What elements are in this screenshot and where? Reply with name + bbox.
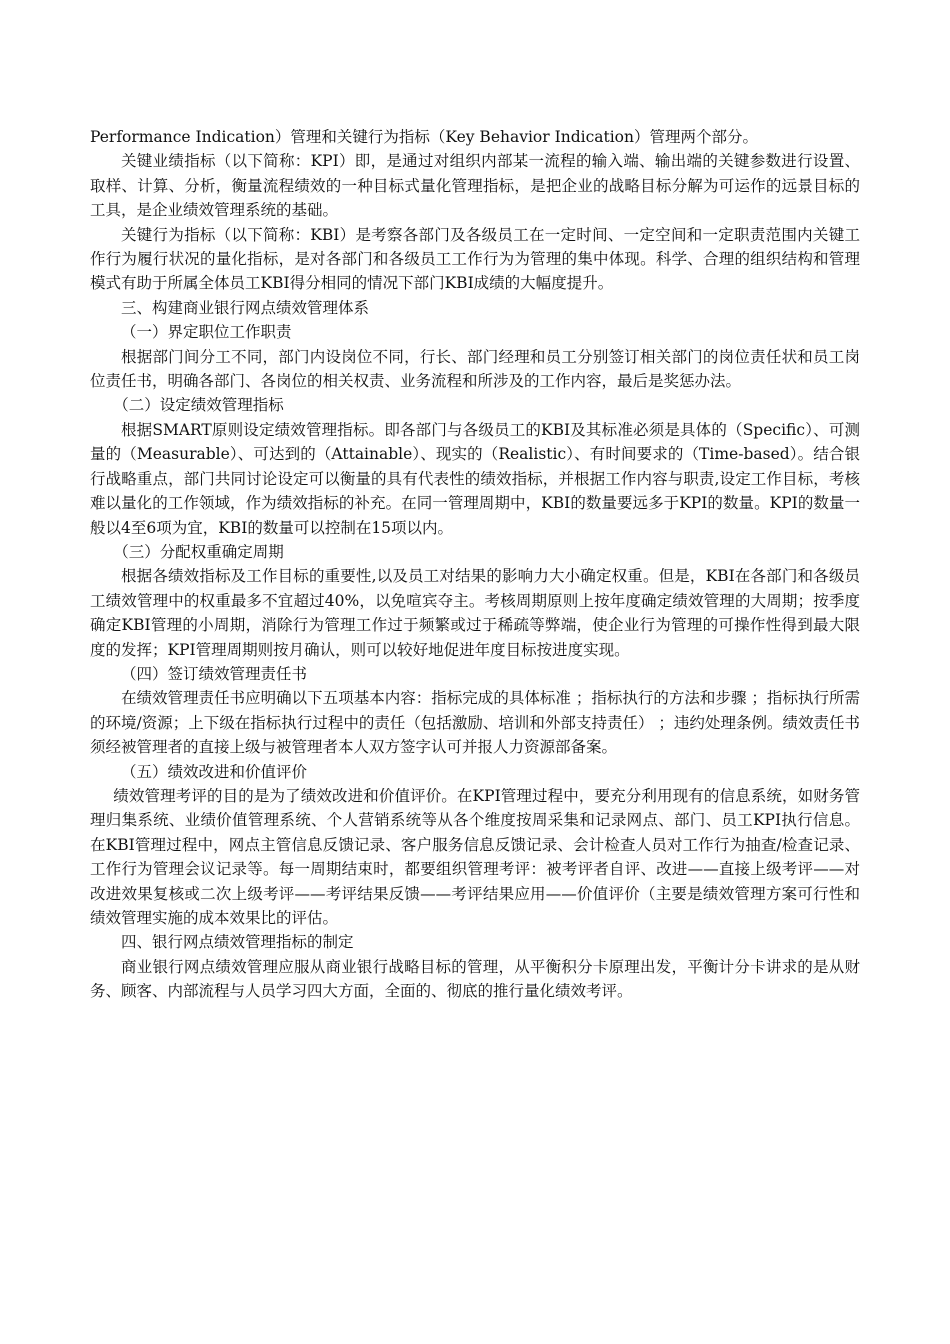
subsection-heading-3: （三）分配权重确定周期	[113, 542, 284, 561]
subsection-heading-4: （四）签订绩效管理责任书	[121, 664, 308, 683]
paragraph-evaluation: 绩效管理考评的目的是为了绩效改进和价值评价。在KPI管理过程中，要充分利用现有的信息系统，如财务管理归集系统、业绩价值管理系统、个人营销系统等从各个维度按周采集和记录网点、部门、员工KPI执行信息。在KBI管理过程中，网点主管信息反馈记录、客户服务信息反馈记录、会计检查人员对工作行为抽查/检查记录、工作行为管理会议记录等。每一周期结束时，都要组织管理考评：被考评者自评、改进——直接上级考评——对改进效果复核或二次上级考评——考评结果反馈——考评结果应用——价值评价（主要是绩效管理方案可行性和绩效管理实施的成本效果比的评估。	[90, 786, 860, 927]
paragraph-weights: 根据各绩效指标及工作目标的重要性,以及员工对结果的影响力大小确定权重。但是，KBI在各部门和各级员工绩效管理中的权重最多不宜超过40%，以免喧宾夺主。考核周期原则上按年度确定绩效管理的大周期；按季度确定KBI管理的小周期，消除行为管理工作过于频繁或过于稀疏等弊端，使企业行为管理的可操作性得到最大限度的发挥；KPI管理周期则按月确认，则可以较好地促进年度目标按进度实现。	[90, 567, 860, 659]
section-heading-4: 四、银行网点绩效管理指标的制定	[121, 933, 354, 952]
paragraph-balanced-scorecard: 商业银行网点绩效管理应服从商业银行战略目标的管理，从平衡积分卡原理出发，平衡计分卡讲求的是从财务、顾客、内部流程与人员学习四大方面，全面的、彻底的推行量化绩效考评。	[90, 957, 860, 1001]
section-heading-3: 三、构建商业银行网点绩效管理体系	[121, 298, 370, 317]
paragraph-kpi: 关键业绩指标（以下简称：KPI）即，是通过对组织内部某一流程的输入端、输出端的关键参数进行设置、取样、计算、分析，衡量流程绩效的一种目标式量化管理指标，是把企业的战略目标分解为可运作的远景目标的工具，是企业绩效管理系统的基础。	[90, 152, 860, 220]
paragraph-duties: 根据部门间分工不同，部门内设岗位不同，行长、部门经理和员工分别签订相关部门的岗位责任状和员工岗位责任书，明确各部门、各岗位的相关权责、业务流程和所涉及的工作内容，最后是奖惩办法。	[90, 347, 860, 391]
paragraph-intro: Performance Indication）管理和关键行为指标（Key Behavior Indication）管理两个部分。	[90, 128, 758, 146]
subsection-heading-1: （一）界定职位工作职责	[121, 323, 292, 342]
paragraph-kbi: 关键行为指标（以下简称：KBI）是考察各部门及各级员工在一定时间、一定空间和一定职责范围内关键工作行为履行状况的量化指标，是对各部门和各级员工工作行为为管理的集中体现。科学、合理的组织结构和管理模式有助于所属全体员工KBI得分相同的情况下部门KBI成绩的大幅度提升。	[90, 225, 860, 293]
subsection-heading-5: （五）绩效改进和价值评价	[121, 762, 308, 781]
paragraph-responsibility: 在绩效管理责任书应明确以下五项基本内容：指标完成的具体标准 ；指标执行的方法和步骤 ；指标执行所需的环境/资源；上下级在指标执行过程中的责任（包括激励、培训和外部支持责任） ；违约处理条例。绩效责任书须经被管理者的直接上级与被管理者本人双方签字认可并报人力资源部备案。	[90, 689, 860, 757]
paragraph-smart: 根据SMART原则设定绩效管理指标。即各部门与各级员工的KBI及其标准必须是具体的（Specific）、可测量的（Measurable）、可达到的（Attainable）、现实的（Realistic）、有时间要求的（Time-based）。结合银行战略重点，部门共同讨论设定可以衡量的具有代表性的绩效指标，并根据工作内容与职责,设定工作目标，考核难以量化的工作领域，作为绩效指标的补充。在同一管理周期中，KBI的数量要远多于KPI的数量。KPI的数量一般以4至6项为宜，KBI的数量可以控制在15项以内。	[90, 420, 860, 537]
subsection-heading-2: （二）设定绩效管理指标	[113, 396, 284, 415]
document-body	[90, 125, 860, 1004]
